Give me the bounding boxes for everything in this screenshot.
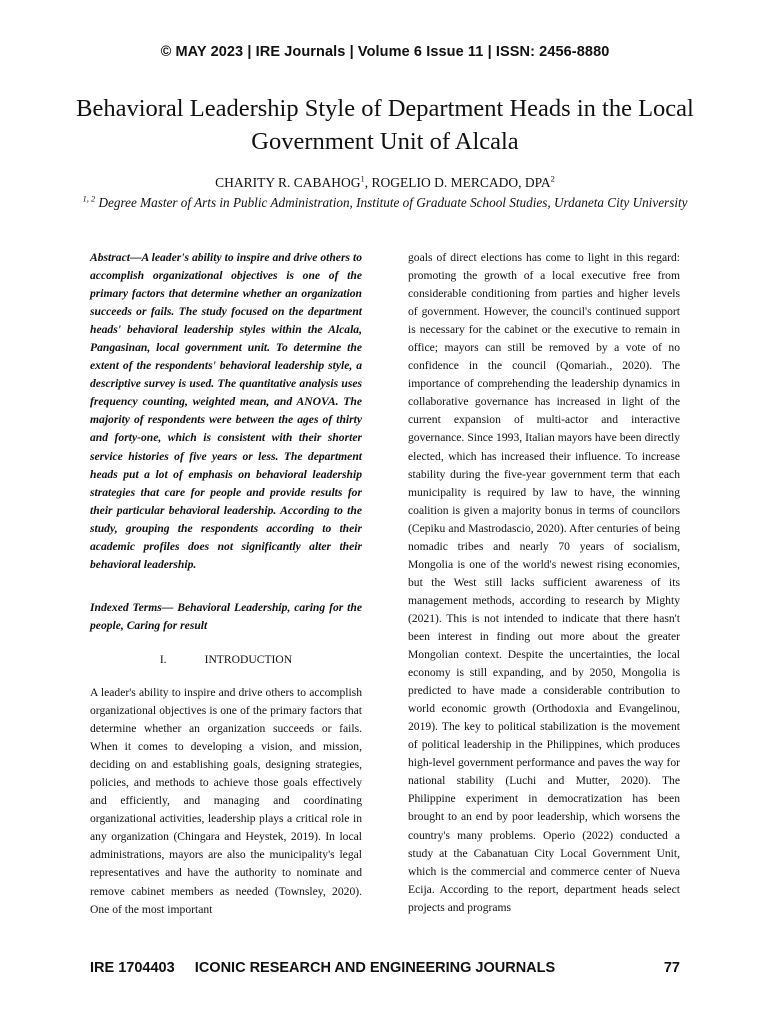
left-column [90, 249, 362, 919]
indexed-terms: Indexed Terms— Behavioral Leadership, caring for the people, Caring for result [90, 600, 362, 632]
intro-paragraph-left: A leader's ability to inspire and drive others to accomplish organizational objectives is one of the primary factors that determine whether an organization succeeds or fails. When it comes to developing a vision, and mission, deciding on and establishing goals, designing strategies, policies, and methods to achieve those goals effectively and efficiently, and managing and coordinating organizational activities, leadership plays a critical role in any organization (Chingara and Heystek, 2019). In local administrations, mayors are also the municipality's legal representatives and have the authority to nominate and remove cabinet members as needed (Townsley, 2020). One of the most important [90, 685, 362, 916]
author-separator: , [364, 175, 372, 190]
journal-header: © MAY 2023 | IRE Journals | Volume 6 Issue 11 | ISSN: 2456-8880 [160, 44, 610, 60]
paper-title: Behavioral Leadership Style of Department Heads in the Local Government Unit of Alcala [76, 95, 694, 155]
right-column [408, 249, 680, 917]
author-line [0, 175, 770, 191]
affiliation [82, 193, 688, 213]
affiliation-text: Degree Master of Arts in Public Administration, Institute of Graduate School Studies, Urdaneta City University [98, 195, 688, 210]
intro-paragraph-right: goals of direct elections has come to light in this regard: promoting the growth of a local executive free from considerable conditioning from parties and higher levels of government. However, the council's continued support is necessary for the cabinet or the executive to remain in office; mayors can still be removed by a vote of no confidence in the council (Qomariah., 2020). The importance of comprehending the leadership dynamics in collaborative governance has increased in light of the current expansion of multi-actor and interactive governance. Since 1993, Italian mayors have been directly elected, which has increased their influence. To increase stability during the five-year government term that each municipality is required by law to have, the winning coalition is given a majority bonus in terms of councilors (Cepiku and Mastrodascio, 2020). After centuries of being nomadic tribes and nearly 70 years of socialism, Mongolia is one of the world's newest rising economies, but the West still lacks sufficient awareness of its management methods, according to research by Mighty (2021). This is not intended to indicate that there hasn't been interest in finding out more about the greater Mongolian context. Despite the uncertainties, the local economy is still expanding, and by 2050, Mongolia is predicted to have made a considerable contribution to world economic growth (Orthodoxia and Evangelinou, 2019). The key to political stabilization is the movement of political leadership in the Philippines, which produces high-level government performance and paves the way for national stability (Luchi and Mutter, 2020). The Philippine experiment in democratization has been brought to an end by poor leadership, which worsens the country's many problems. Operio (2022) conducted a study at the Cabanatuan City Local Government Unit, which is the commercial and commerce center of Nueva Ecija. According to the report, department heads select projects and programs [408, 251, 680, 914]
page-number: 77 [663, 960, 680, 976]
section-heading [90, 651, 362, 669]
author-2-name: ROGELIO D. MERCADO, DPA [371, 175, 551, 190]
affiliation-sup: 1, 2 [82, 193, 96, 204]
author-1-name: CHARITY R. CABAHOG [215, 175, 361, 190]
author-1-sup: 1 [360, 173, 365, 184]
footer-article-id: IRE 1704403 [90, 960, 175, 976]
abstract: Abstract—A leader's ability to inspire and drive others to accomplish organizational objectives is one of the primary factors that determine whether an organization succeeds or fails. The study focused on the department heads' behavioral leadership styles within the Alcala, Pangasinan, local government unit. To determine the extent of the respondents' behavioral leadership style, a descriptive survey is used. The quantitative analysis uses frequency counting, weighted mean, and ANOVA. The majority of respondents were between the ages of thirty and forty-one, which is consistent with their shorter service histories of five years or less. The department heads put a lot of emphasis on behavioral leadership strategies that care for people and provide results for their particular behavioral leadership. According to the study, grouping the respondents according to their academic profiles does not significantly alter their behavioral leadership. [90, 251, 362, 571]
section-number: I. [159, 652, 167, 666]
author-2-sup: 2 [550, 173, 555, 184]
footer-journal-name: ICONIC RESEARCH AND ENGINEERING JOURNALS [194, 960, 556, 976]
section-title: INTRODUCTION [204, 652, 293, 666]
